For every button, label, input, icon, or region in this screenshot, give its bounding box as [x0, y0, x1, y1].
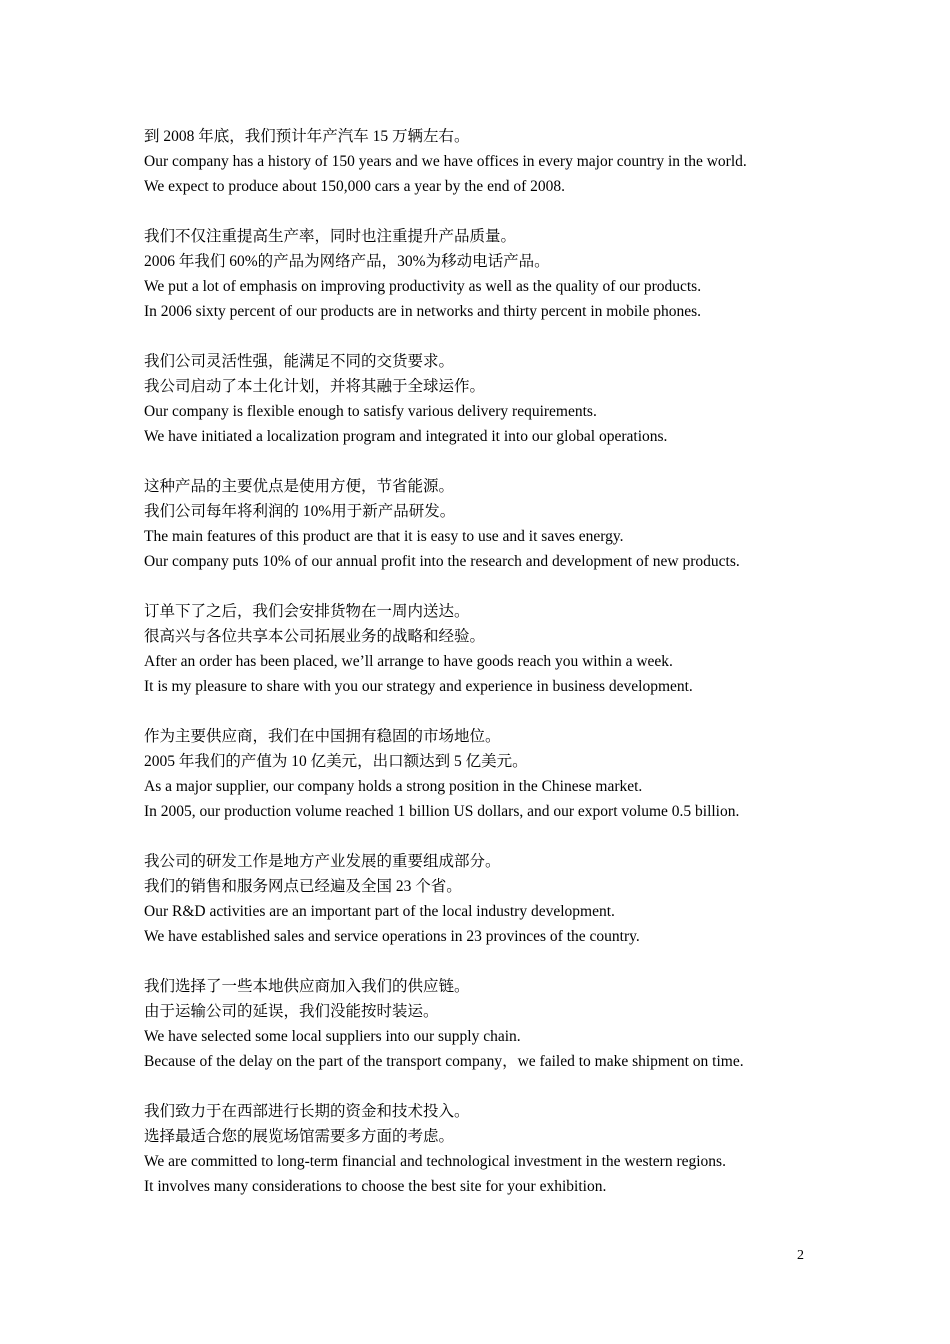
- paragraph-gap: [144, 699, 824, 724]
- text-line: Our company puts 10% of our annual profit into the research and development of new products.: [144, 553, 740, 570]
- text-line: 订单下了之后，我们会安排货物在一周内送达。: [144, 603, 470, 620]
- text-line: 作为主要供应商，我们在中国拥有稳固的市场地位。: [144, 728, 501, 745]
- text-line: Our company has a history of 150 years and we have offices in every major country in the world.: [144, 153, 747, 170]
- text-line: 我们致力于在西部进行长期的资金和技术投入。: [144, 1103, 470, 1120]
- text-line: We are committed to long-term financial and technological investment in the western regions.: [144, 1153, 726, 1170]
- paragraph-gap: [144, 824, 824, 849]
- text-line: 我们选择了一些本地供应商加入我们的供应链。: [144, 978, 470, 995]
- text-line: In 2006 sixty percent of our products are in networks and thirty percent in mobile phones.: [144, 303, 702, 320]
- text-line: We expect to produce about 150,000 cars a year by the end of 2008.: [144, 178, 565, 195]
- text-line: We put a lot of emphasis on improving productivity as well as the quality of our products.: [144, 278, 702, 295]
- text-line: We have initiated a localization program and integrated it into our global operations.: [144, 428, 668, 445]
- text-line: It is my pleasure to share with you our strategy and experience in business development.: [144, 678, 693, 695]
- paragraph-gap: [144, 1074, 824, 1099]
- text-line: In 2005, our production volume reached 1 billion US dollars, and our export volume 0.5 billion.: [144, 803, 740, 820]
- text-line: 选择最适合您的展览场馆需要多方面的考虑。: [144, 1128, 455, 1145]
- text-line: 我们公司灵活性强，能满足不同的交货要求。: [144, 353, 455, 370]
- text-line: 我公司的研发工作是地方产业发展的重要组成部分。: [144, 853, 501, 870]
- text-line: 我们公司每年将利润的 10%用于新产品研发。: [144, 503, 456, 520]
- text-line: Because of the delay on the part of the transport company，we failed to make shipment on time.: [144, 1053, 744, 1070]
- paragraph-gap: [144, 949, 824, 974]
- text-line: 到 2008 年底，我们预计年产汽车 15 万辆左右。: [144, 128, 470, 145]
- text-line: 由于运输公司的延误，我们没能按时装运。: [144, 1003, 439, 1020]
- text-line: We have established sales and service operations in 23 provinces of the country.: [144, 928, 640, 945]
- document-body: [144, 124, 824, 1199]
- text-line: 这种产品的主要优点是使用方便，节省能源。: [144, 478, 455, 495]
- text-line: 我公司启动了本土化计划，并将其融于全球运作。: [144, 378, 486, 395]
- text-line: Our company is flexible enough to satisfy various delivery requirements.: [144, 403, 597, 420]
- text-line: 我们的销售和服务网点已经遍及全国 23 个省。: [144, 878, 462, 895]
- text-line: As a major supplier, our company holds a strong position in the Chinese market.: [144, 778, 643, 795]
- text-line: 我们不仅注重提高生产率，同时也注重提升产品质量。: [144, 228, 517, 245]
- text-line: 很高兴与各位共享本公司拓展业务的战略和经验。: [144, 628, 486, 645]
- text-line: Our R&D activities are an important part of the local industry development.: [144, 903, 615, 920]
- paragraph-gap: [144, 449, 824, 474]
- page-number: 2: [797, 1248, 804, 1263]
- text-line: 2006 年我们 60%的产品为网络产品，30%为移动电话产品。: [144, 253, 550, 270]
- paragraph-gap: [144, 324, 824, 349]
- paragraph-gap: [144, 199, 824, 224]
- text-line: The main features of this product are that it is easy to use and it saves energy.: [144, 528, 624, 545]
- paragraph-gap: [144, 574, 824, 599]
- text-line: We have selected some local suppliers into our supply chain.: [144, 1028, 521, 1045]
- text-line: After an order has been placed, we’ll arrange to have goods reach you within a week.: [144, 653, 673, 670]
- text-line: It involves many considerations to choose the best site for your exhibition.: [144, 1178, 607, 1195]
- text-line: 2005 年我们的产值为 10 亿美元，出口额达到 5 亿美元。: [144, 753, 528, 770]
